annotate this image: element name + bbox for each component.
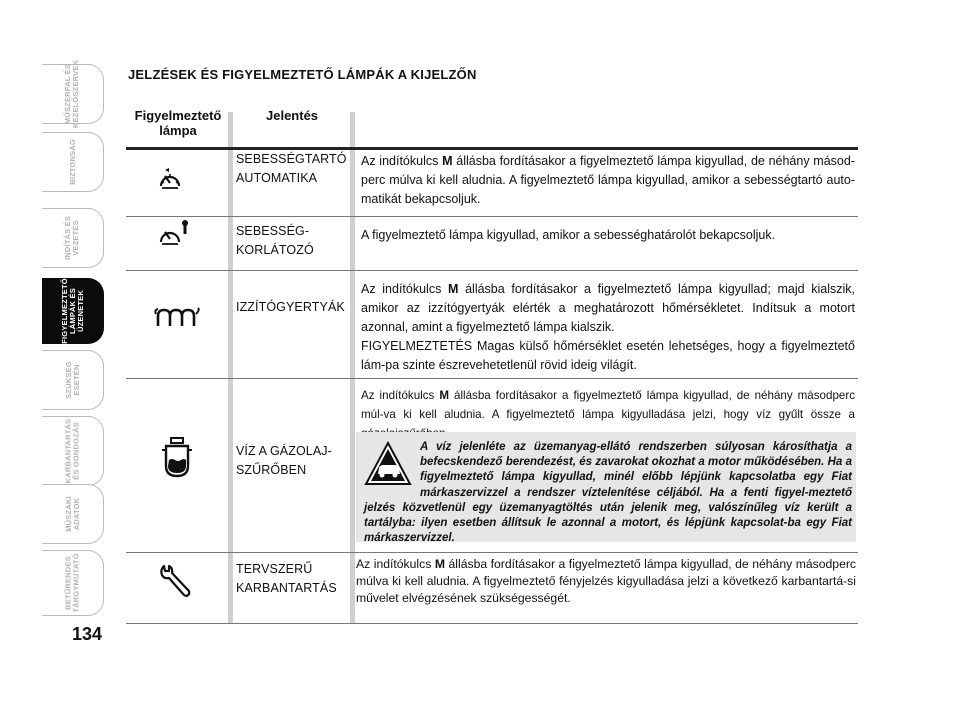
- water-in-fuel-filter-icon: [160, 436, 194, 480]
- page-number: 134: [72, 624, 103, 644]
- lamp-description: Az indítókulcs M állásba fordításakor a figyelmeztető lámpa kigyullad, de néhány másod-perc múlva ki kell aludnia. A figyelmeztető lámpa kigyullad, amikor a sebességtartó auto-matikát bekapcsoljuk.: [361, 154, 855, 206]
- row-divider: [126, 378, 858, 379]
- tab-figyelmezteto[interactable]: FIGYELMEZTETŐ LÁMPÁK ÉS ÜZENETEK: [42, 278, 104, 344]
- warning-box: [356, 432, 856, 545]
- column-divider: [228, 112, 233, 624]
- row-divider: [126, 270, 858, 271]
- warning-text: A víz jelenléte az üzemanyag-ellátó rendszerben súlyosan károsíthatja a befecskendező berendezést, és zavarokat okozhat a motor működésében. Ha a figyelmeztető lámpa kigyullad, minél előbb lépjünk kapcsolatba egy Fiat márkaszervizzel a rendszer víztelenítése céljából. Ha a fenti figyel-meztető jelzés közvetlenül egy üzemanyagtöltés után jelenik meg, valószínűleg víz került a tartályba: ilyen esetben állítsuk le azonnal a motort, és lépjünk kapcsolat-ba egy Fiat márkaszervizzel.: [364, 441, 852, 545]
- lamp-name: VÍZ A GÁZOLAJ- SZŰRŐBEN: [236, 444, 332, 477]
- lamp-description: Az indítókulcs M állásba fordításakor a figyelmeztető lámpa kigyullad, de néhány másodperc múl-va ki kell aludnia. A figyelmeztető lámpa kigyulladása jelzi, hogy víz gyűlt össze a: [361, 389, 855, 421]
- lamp-name: SEBESSÉG- KORLÁTOZÓ: [236, 224, 314, 257]
- lamp-name: SEBESSÉGTARTÓ AUTOMATIKA: [236, 152, 347, 185]
- lamp-name: TERVSZERŰ KARBANTARTÁS: [236, 562, 337, 595]
- column-divider: [350, 112, 355, 624]
- row-divider: [126, 623, 858, 624]
- cruise-control-icon: [157, 168, 183, 192]
- glow-plug-icon: [154, 306, 202, 330]
- lamp-description: Az indítókulcs M állásba fordításakor a figyelmeztető lámpa kigyullad, de néhány másodperc múlva ki kell aludnia. A figyelmeztető fényjelzés kigyulladása jelzi a következő karbantartá-si művelet elvégzésének szükségességét.: [356, 557, 857, 605]
- tab-biztonsag[interactable]: BIZTONSÁG: [42, 132, 104, 192]
- tab-szukseg[interactable]: SZÜKSÉG ESETÉN: [42, 350, 104, 410]
- wrench-service-icon: [158, 562, 192, 598]
- tab-muszerfal[interactable]: MŰSZERFAL ÉS KEZELŐSZERVEK: [42, 64, 104, 124]
- column-header-lamp: Figyelmeztető lámpa: [134, 108, 222, 138]
- lamp-name: IZZÍTÓGYERTYÁK: [236, 300, 345, 314]
- row-divider: [126, 552, 858, 553]
- lamp-description: A figyelmeztető lámpa kigyullad, amikor a sebességhatárolót bekapcsoljuk.: [361, 228, 776, 242]
- tab-karbantartas[interactable]: KARBANTARTÁS ÉS GONDOZÁS: [42, 416, 104, 486]
- row-divider: [126, 216, 858, 217]
- speed-limiter-icon: [157, 218, 193, 248]
- column-header-meaning: Jelentés: [266, 108, 319, 123]
- lamp-description: Az indítókulcs M állásba fordításakor a figyelmeztető lámpa kigyullad; majd kialszik, amikor az izzítógyertyák elérték a meghatározott hőmérsékletet. Indítsuk a motort azonnal, amint a figyelmeztető lámpa kialszik. FIGYELMEZTETÉS Magas külső hőmérséklet esetén lehetséges, hogy a figyelmeztető lám-pa szinte észrevehetetlenül rövid ideig világít.: [361, 282, 855, 372]
- tab-betu[interactable]: BETŰRENDES TÁRGYMUTATÓ: [42, 550, 104, 616]
- tab-inditas[interactable]: INDÍTÁS ÉS VEZETÉS: [42, 208, 104, 268]
- page-title: JELZÉSEK ÉS FIGYELMEZTETŐ LÁMPÁK A KIJELZŐN: [128, 67, 477, 82]
- tab-muszaki[interactable]: MŰSZAKI ADATOK: [42, 484, 104, 544]
